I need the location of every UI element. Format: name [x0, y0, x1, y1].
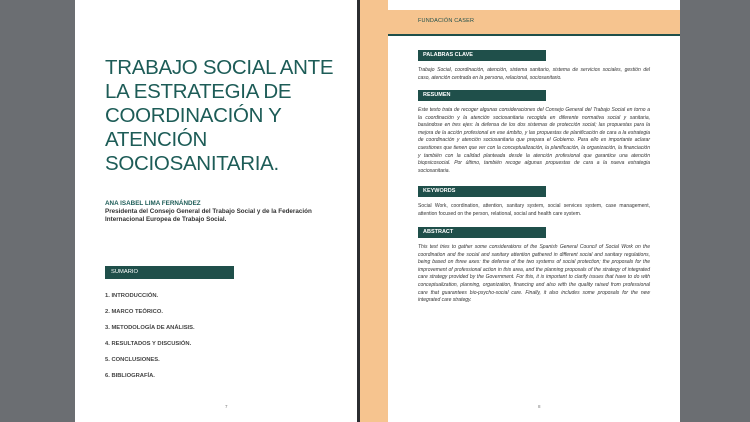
page-number: 8 — [538, 404, 541, 409]
author-block — [105, 200, 345, 224]
toc-item: 6. BIBLIOGRAFÍA. — [105, 373, 155, 379]
article-title: TRABAJO SOCIAL ANTE LA ESTRATEGIA DE COORDINACIÓN Y ATENCIÓN SOCIOSANITARIA. — [105, 56, 334, 175]
section-abstract-en — [418, 227, 650, 305]
left-page — [75, 0, 357, 422]
header-label: FUNDACIÓN CASER — [418, 18, 475, 24]
table-of-contents — [105, 292, 195, 388]
right-page — [360, 0, 680, 422]
section-keywords-es — [418, 50, 650, 82]
section-summary-es — [418, 90, 650, 175]
section-text: Social Work, coordination, attention, sanitary system, social services system, case management, attention focused on the person, relational, social and health care system. — [418, 203, 650, 217]
section-text: Este texto trata de recoger algunas consideraciones del Consejo General del Trabajo Social en torno a la coordinación y la atención sociosanitaria recogida en diferente normativa social y sanitaria, basándose en tres ejes: la defensa de los dos sistemas de protección social; las propuestas para la mejora de la acción profesional en ese ámbito, y las propuestas de planificación de cara a la estrategia de coordinación y atención sociosanitaria que prepara el Gobierno. Para ello es importante aclarar cuestiones que tienen que ver con la conceptualización, la planificación, la organización, la financiación y también con la calidad planteada desde la atención profesional que garantice una atención biopsicosocial. Por último, también recoge algunas propuestas de cara a la nueva estrategia sociosanitaria. — [418, 107, 650, 174]
section-heading: KEYWORDS — [418, 186, 546, 197]
section-keywords-en — [418, 186, 650, 218]
header-rule — [388, 34, 680, 36]
section-heading: PALABRAS CLAVE — [418, 50, 546, 61]
summary-heading: SUMARIO — [105, 266, 234, 279]
section-heading: ABSTRACT — [418, 227, 546, 238]
author-name: ANA ISABEL LIMA FERNÁNDEZ — [105, 200, 201, 207]
toc-item: 3. METODOLOGÍA DE ANÁLISIS. — [105, 325, 195, 331]
toc-item: 4. RESULTADOS Y DISCUSIÓN. — [105, 341, 192, 347]
accent-strip — [360, 0, 388, 422]
section-heading: RESUMEN — [418, 90, 546, 101]
toc-item: 5. CONCLUSIONES. — [105, 357, 160, 363]
toc-item: 2. MARCO TEÓRICO. — [105, 309, 163, 315]
author-role: Presidenta del Consejo General del Trabajo Social y de la Federación Internacional Europea de Trabajo Social. — [105, 208, 312, 223]
page-number: 7 — [225, 404, 228, 409]
section-text: Trabajo Social, coordinación, atención, sistema sanitario, sistema de servicios sociales, gestión del caso, atención centrada en la persona, relacional, sociosanitario. — [418, 67, 650, 81]
toc-item: 1. INTRODUCCIÓN. — [105, 293, 159, 299]
section-text: This text tries to gather some considerations of the Spanish General Council of Social Work on the coordination and the social and sanitary attention gathered in different social and sanitary regulations, being based on three axes: the defense of the two systems of social protection; the proposals for the improvement of professional action in this area, and the planning proposals of the strategy of integrated care strategy provided by the Government. For this, it is important to clarify issues that have to do with conceptualization, planning, organization, financing and also with the quality raised from professional care that guarantees bio-psycho-social care. Finally, it also includes some proposals for the new integrated care strategy. — [418, 244, 650, 304]
